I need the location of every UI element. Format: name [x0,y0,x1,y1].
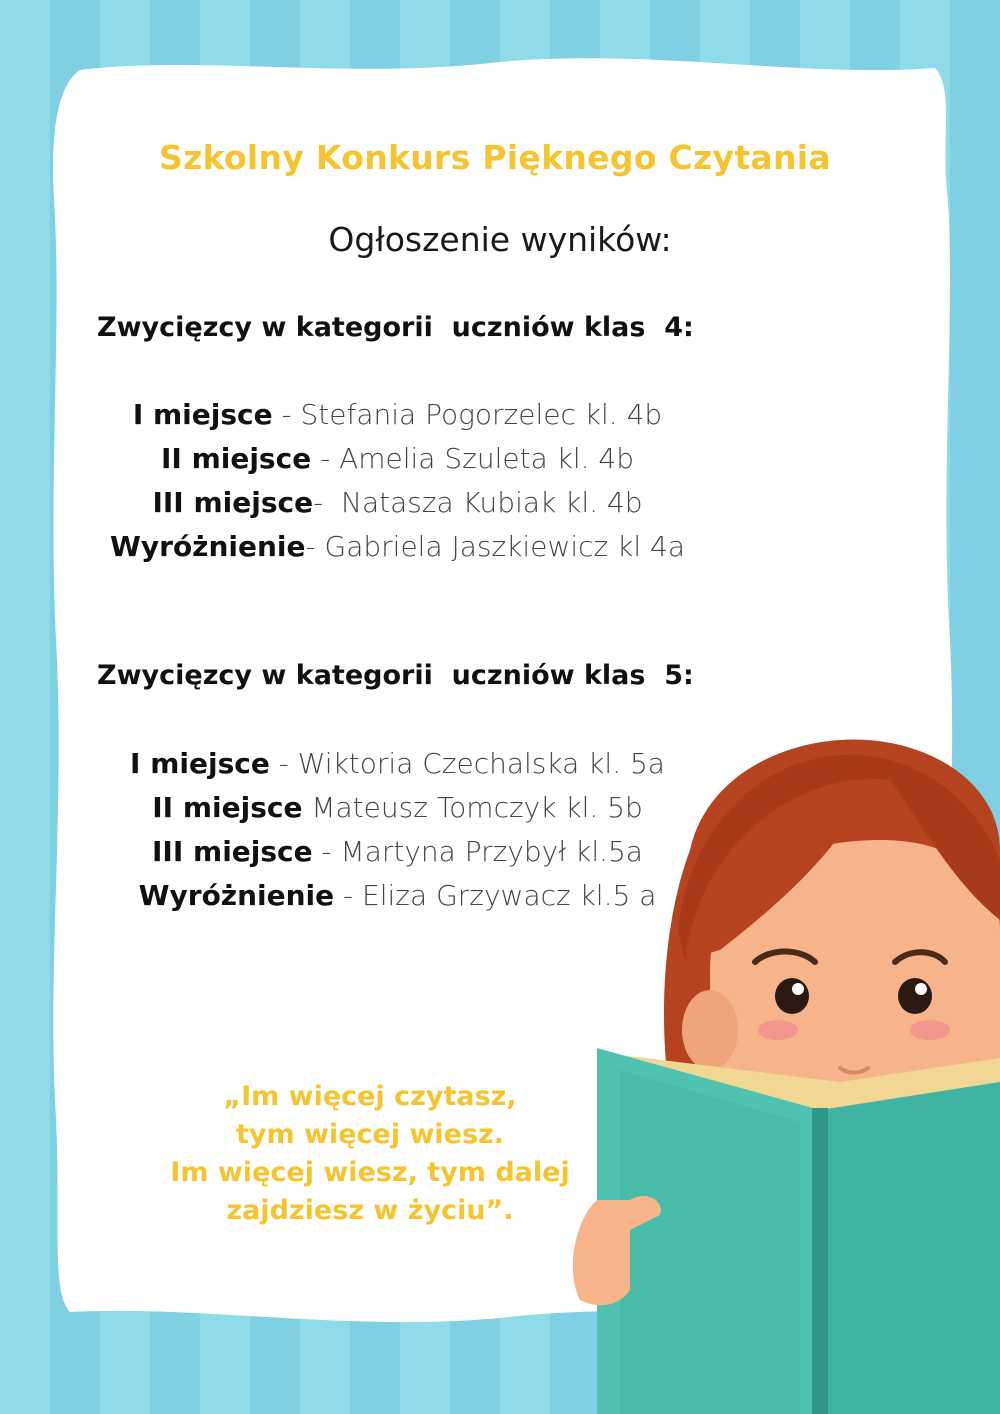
winner-name: - Amelia Szuleta kl. 4b [311,442,635,475]
book-spine [812,1108,828,1414]
list-item [0,393,795,437]
category-heading-4: Zwycięzcy w kategorii uczniów klas 4: [97,312,694,343]
winner-name: - Martyna Przybył kl.5a [312,835,643,868]
girl-reading-illustration [560,730,1000,1414]
rank-label: III miejsce [152,835,313,868]
list-item [0,437,795,481]
quote-line: zajdziesz w życiu”. [226,1195,514,1226]
ear [682,990,738,1070]
rank-label: III miejsce [152,486,314,519]
reading-quote [100,1078,640,1230]
rank-label: Wyróżnienie [110,530,306,563]
winner-name: - Natasza Kubiak kl. 4b [313,486,643,519]
rank-label: II miejsce [152,791,303,824]
left-eye [775,978,809,1014]
category-heading-5: Zwycięzcy w kategorii uczniów klas 5: [97,660,694,691]
winner-name: - Wiktoria Czechalska kl. 5a [269,747,665,780]
rank-label: II miejsce [160,442,312,475]
rank-label: I miejsce [132,398,273,431]
winner-name: - Eliza Grzywacz kl.5 a [334,879,657,912]
poster-title: Szkolny Konkurs Pięknego Czytania [159,138,831,177]
rank-label: Wyróżnienie [138,879,335,912]
left-cheek [758,1020,798,1040]
right-eye-highlight [915,983,927,995]
hand [573,1200,630,1305]
book-cover-right [820,1082,1000,1414]
quote-line: Im więcej wiesz, tym dalej [170,1157,570,1188]
quote-line: tym więcej wiesz. [235,1119,505,1150]
list-item [0,481,795,525]
left-eye-highlight [792,983,804,995]
winner-name: - Gabriela Jaszkiewicz kl 4a [305,530,685,563]
right-eye [898,978,932,1014]
results-list-4 [0,393,795,569]
winner-name: - Stefania Pogorzelec kl. 4b [272,398,663,431]
book-cover-left-inner [620,1070,800,1414]
right-cheek [910,1020,950,1040]
rank-label: I miejsce [130,747,270,780]
quote-line: „Im więcej czytasz, [223,1081,517,1112]
poster-subtitle: Ogłoszenie wyników: [328,220,672,259]
winner-name: Mateusz Tomczyk kl. 5b [302,791,643,824]
list-item [0,525,795,569]
